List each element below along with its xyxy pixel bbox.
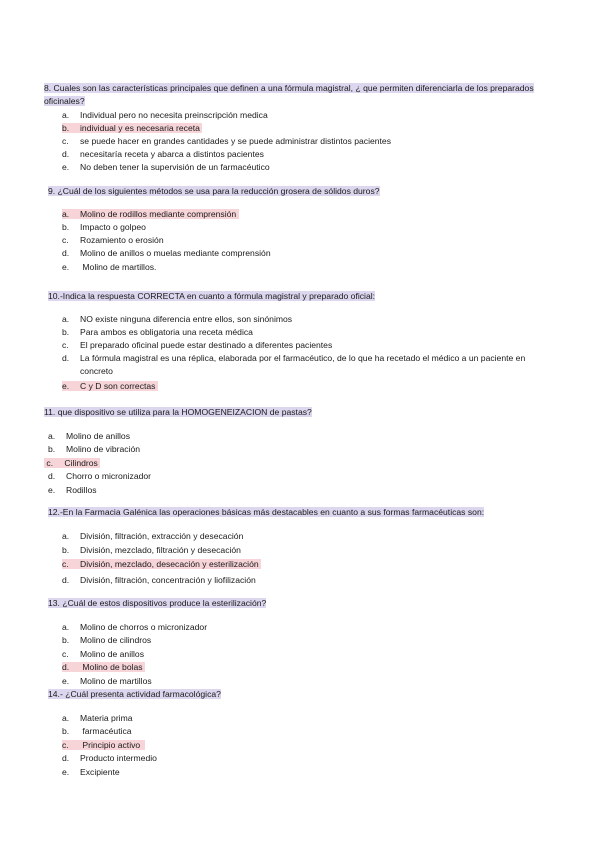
option-11a [48, 430, 130, 443]
option-8b [62, 122, 202, 135]
option-letter: d. [48, 471, 56, 481]
option-text: C y D son correctas [80, 381, 156, 391]
option-13a [62, 621, 207, 634]
option-letter: e. [62, 162, 70, 172]
option-12d [62, 574, 256, 587]
question-14 [48, 688, 221, 701]
option-letter: e. [62, 767, 70, 777]
option-14e [62, 766, 120, 779]
option-letter: d. [62, 149, 70, 159]
question-text: 14.- ¿Cuál presenta actividad farmacológica? [48, 689, 221, 699]
option-letter: d. [62, 248, 70, 258]
option-letter: a. [48, 431, 56, 441]
option-9d [62, 247, 271, 260]
option-12c [62, 558, 261, 571]
option-letter: b. [62, 726, 70, 736]
option-10a [62, 313, 292, 326]
option-text: Chorro o micronizador [66, 471, 152, 481]
option-14c [62, 739, 145, 752]
option-letter: a. [62, 622, 70, 632]
question-text: 11. que dispositivo se utiliza para la HOMOGENEIZACION de pastas? [44, 407, 312, 417]
option-letter: b. [62, 327, 70, 337]
option-9b [62, 221, 146, 234]
option-text: División, mezclado, desecación y esterilización [80, 559, 259, 569]
question-10 [48, 290, 375, 303]
option-text: Para ambos es obligatoria una receta médica [80, 327, 253, 337]
option-letter: a. [62, 110, 70, 120]
question-text: 13. ¿Cuál de estos dispositivos produce la esterilización? [48, 598, 267, 608]
option-letter: a. [62, 531, 70, 541]
option-letter: d. [62, 575, 70, 585]
question-8 [44, 82, 554, 108]
option-letter: c. [62, 136, 69, 146]
option-text: División, mezclado, filtración y desecación [80, 545, 241, 555]
option-letter: d. [62, 353, 70, 363]
option-14a [62, 712, 133, 725]
option-9e [62, 261, 156, 274]
option-letter: a. [62, 209, 70, 219]
option-letter: a. [62, 314, 70, 324]
question-text: 9. ¿Cuál de los siguientes métodos se usa para la reducción grosera de sólidos duros? [48, 186, 380, 196]
option-text: Impacto o golpeo [80, 222, 146, 232]
option-letter: b. [62, 222, 70, 232]
option-text: Molino de martillos. [80, 262, 157, 272]
option-text: Rodillos [66, 485, 97, 495]
question-13 [48, 597, 266, 610]
option-text: Molino de anillos [66, 431, 131, 441]
option-text: individual y es necesaria receta [80, 123, 200, 133]
option-letter: b. [62, 635, 70, 645]
option-text: División, filtración, concentración y liofilización [80, 575, 256, 585]
option-letter: c. [46, 458, 54, 468]
option-text: Molino de rodillos mediante comprensión [80, 209, 237, 219]
option-text: Rozamiento o erosión [80, 235, 164, 245]
option-9a [62, 208, 239, 221]
option-8d [62, 148, 264, 161]
option-14d [62, 752, 157, 765]
option-text: Producto intermedio [80, 753, 157, 763]
option-text: Molino de chorros o micronizador [80, 622, 208, 632]
question-9 [48, 185, 380, 198]
option-10e [62, 380, 158, 393]
option-13e [62, 675, 152, 688]
question-11 [44, 406, 312, 419]
option-text: Molino de vibración [66, 444, 141, 454]
option-10c [62, 339, 332, 352]
option-letter: b. [62, 545, 70, 555]
option-13d [62, 661, 145, 674]
option-letter: e. [62, 676, 70, 686]
question-text: 10.-Indica la respuesta CORRECTA en cuanto a fórmula magistral y preparado oficial: [48, 291, 376, 301]
option-letter: b. [62, 123, 70, 133]
option-text: farmacéutica [80, 726, 132, 736]
option-12b [62, 544, 241, 557]
option-text: Molino de anillos [80, 649, 145, 659]
option-13b [62, 634, 151, 647]
option-11b [48, 443, 140, 456]
option-letter: d. [62, 662, 70, 672]
option-8a [62, 109, 268, 122]
option-letter: c. [62, 235, 69, 245]
option-11d [48, 470, 151, 483]
option-14b [62, 725, 132, 738]
option-text: No deben tener la supervisión de un farmacéutico [80, 162, 270, 172]
option-text: Cilindros [64, 458, 98, 468]
option-text: NO existe ninguna diferencia entre ellos, son sinónimos [80, 314, 293, 324]
option-letter: c. [62, 340, 69, 350]
option-letter: b. [48, 444, 56, 454]
option-text: Molino de anillos o muelas mediante comprensión [80, 248, 271, 258]
option-letter: c. [62, 649, 69, 659]
option-11e [48, 484, 97, 497]
option-letter: e. [62, 262, 70, 272]
option-8e [62, 161, 270, 174]
option-text: Molino de bolas [80, 662, 143, 672]
option-letter: c. [62, 740, 69, 750]
option-13c [62, 648, 144, 661]
option-text: Principio activo [80, 740, 141, 750]
option-letter: d. [62, 753, 70, 763]
option-letter: c. [62, 559, 69, 569]
question-text: 12.-En la Farmacia Galénica las operaciones básicas más destacables en cuanto a sus formas farmacéuticas son: [48, 507, 485, 517]
question-text: 8. Cuales son las características principales que definen a una fórmula magistral, ¿ que permiten diferenciarla de los preparados oficinales? [44, 83, 534, 106]
option-11c [44, 457, 100, 470]
option-letter: e. [48, 485, 56, 495]
option-10d [62, 352, 554, 378]
question-12 [48, 506, 484, 519]
option-text: El preparado oficinal puede estar destinado a diferentes pacientes [80, 340, 333, 350]
option-text: Molino de martillos [80, 676, 152, 686]
option-12a [62, 530, 243, 543]
option-8c [62, 135, 391, 148]
option-text: se puede hacer en grandes cantidades y se puede administrar distintos pacientes [80, 136, 392, 146]
option-9c [62, 234, 164, 247]
option-letter: a. [62, 713, 70, 723]
option-text: La fórmula magistral es una réplica, elaborada por el farmacéutico, de lo que ha recetado el médico a un paciente en concreto [80, 353, 526, 376]
option-text: División, filtración, extracción y desecación [80, 531, 244, 541]
option-text: necesitaría receta y abarca a distintos pacientes [80, 149, 264, 159]
option-text: Materia prima [80, 713, 133, 723]
option-10b [62, 326, 253, 339]
option-letter: e. [62, 381, 70, 391]
option-text: Individual pero no necesita preinscripción medica [80, 110, 268, 120]
option-text: Molino de cilindros [80, 635, 152, 645]
option-text: Excipiente [80, 767, 120, 777]
